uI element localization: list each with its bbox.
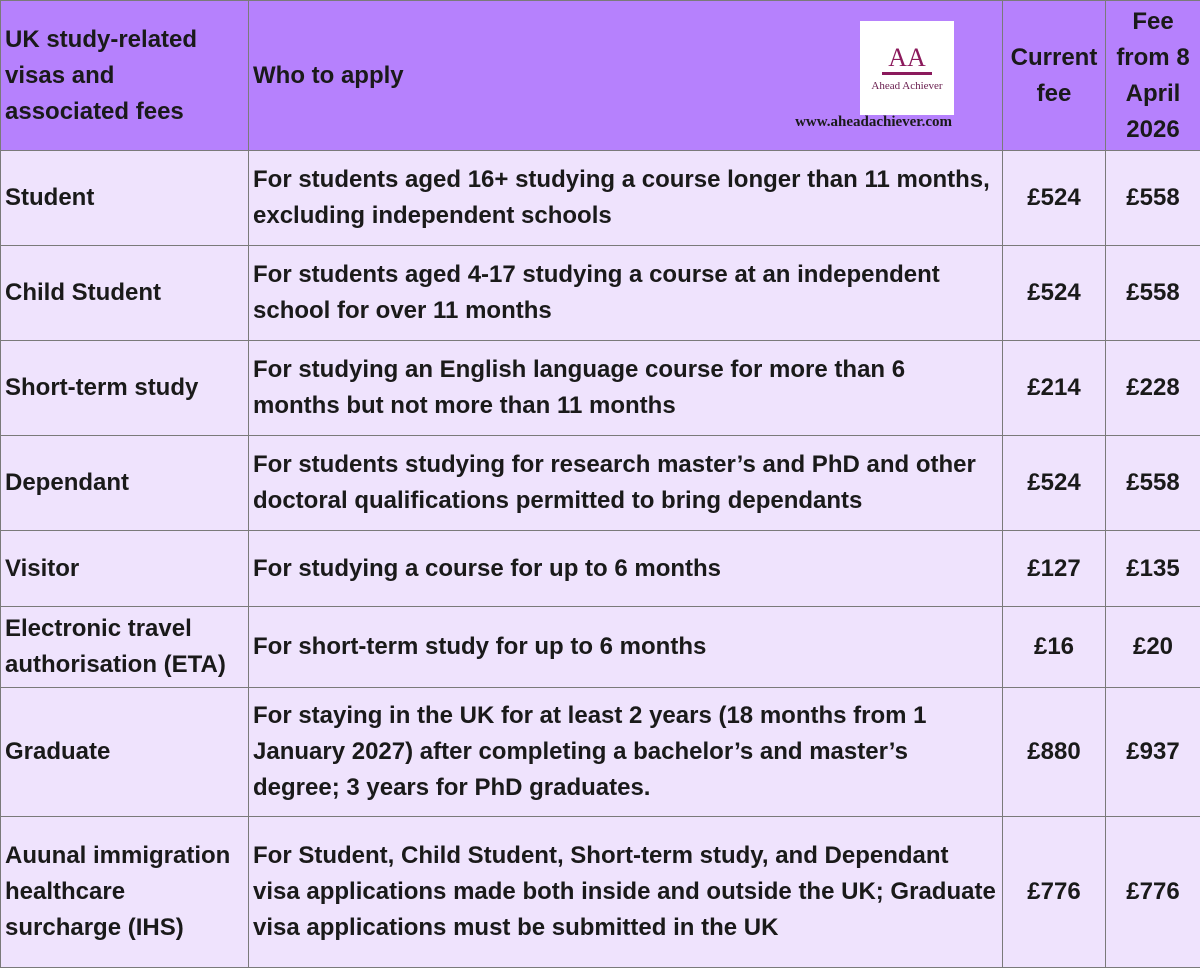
header-who <box>249 1 1003 151</box>
current-fee: £524 <box>1003 246 1106 341</box>
header-new-fee: Fee from 8 April 2026 <box>1106 1 1200 151</box>
current-fee: £127 <box>1003 531 1106 607</box>
current-fee: £214 <box>1003 341 1106 436</box>
visa-name: Student <box>1 151 249 246</box>
new-fee: £776 <box>1106 817 1200 968</box>
table-row <box>1 246 1200 341</box>
table-row <box>1 817 1200 968</box>
visa-name: Auunal immigration healthcare surcharge (IHS) <box>1 817 249 968</box>
current-fee: £524 <box>1003 151 1106 246</box>
table-row <box>1 436 1200 531</box>
visa-name: Child Student <box>1 246 249 341</box>
table-row <box>1 341 1200 436</box>
visa-name: Dependant <box>1 436 249 531</box>
new-fee: £558 <box>1106 436 1200 531</box>
new-fee: £228 <box>1106 341 1200 436</box>
current-fee: £776 <box>1003 817 1106 968</box>
current-fee: £524 <box>1003 436 1106 531</box>
new-fee: £558 <box>1106 246 1200 341</box>
who-to-apply: For students aged 16+ studying a course longer than 11 months, excluding independent schools <box>249 151 1003 246</box>
header-who-label: Who to apply <box>253 62 404 89</box>
visa-name: Electronic travel authorisation (ETA) <box>1 607 249 688</box>
table-row <box>1 151 1200 246</box>
visa-name: Visitor <box>1 531 249 607</box>
who-to-apply: For studying a course for up to 6 months <box>249 531 1003 607</box>
ahead-achiever-logo <box>860 21 954 115</box>
who-to-apply: For Student, Child Student, Short-term study, and Dependant visa applications made both inside and outside the UK; Graduate visa applications must be submitted in the UK <box>249 817 1003 968</box>
header-visa: UK study-related visas and associated fees <box>1 1 249 151</box>
logo-mark: AA <box>882 44 932 75</box>
who-to-apply: For students studying for research master’s and PhD and other doctoral qualifications permitted to bring dependants <box>249 436 1003 531</box>
visa-name: Graduate <box>1 688 249 817</box>
table-row <box>1 688 1200 817</box>
header-current-fee: Current fee <box>1003 1 1106 151</box>
table-row <box>1 607 1200 688</box>
current-fee: £880 <box>1003 688 1106 817</box>
who-to-apply: For staying in the UK for at least 2 years (18 months from 1 January 2027) after completing a bachelor’s and master’s degree; 3 years for PhD graduates. <box>249 688 1003 817</box>
visa-name: Short-term study <box>1 341 249 436</box>
current-fee: £16 <box>1003 607 1106 688</box>
table-row <box>1 531 1200 607</box>
new-fee: £937 <box>1106 688 1200 817</box>
site-url: www.aheadachiever.com <box>795 113 952 131</box>
header-row <box>1 1 1200 151</box>
who-to-apply: For short-term study for up to 6 months <box>249 607 1003 688</box>
who-to-apply: For students aged 4-17 studying a course at an independent school for over 11 months <box>249 246 1003 341</box>
new-fee: £135 <box>1106 531 1200 607</box>
logo-name: Ahead Achiever <box>871 79 942 93</box>
new-fee: £558 <box>1106 151 1200 246</box>
new-fee: £20 <box>1106 607 1200 688</box>
who-to-apply: For studying an English language course for more than 6 months but not more than 11 months <box>249 341 1003 436</box>
